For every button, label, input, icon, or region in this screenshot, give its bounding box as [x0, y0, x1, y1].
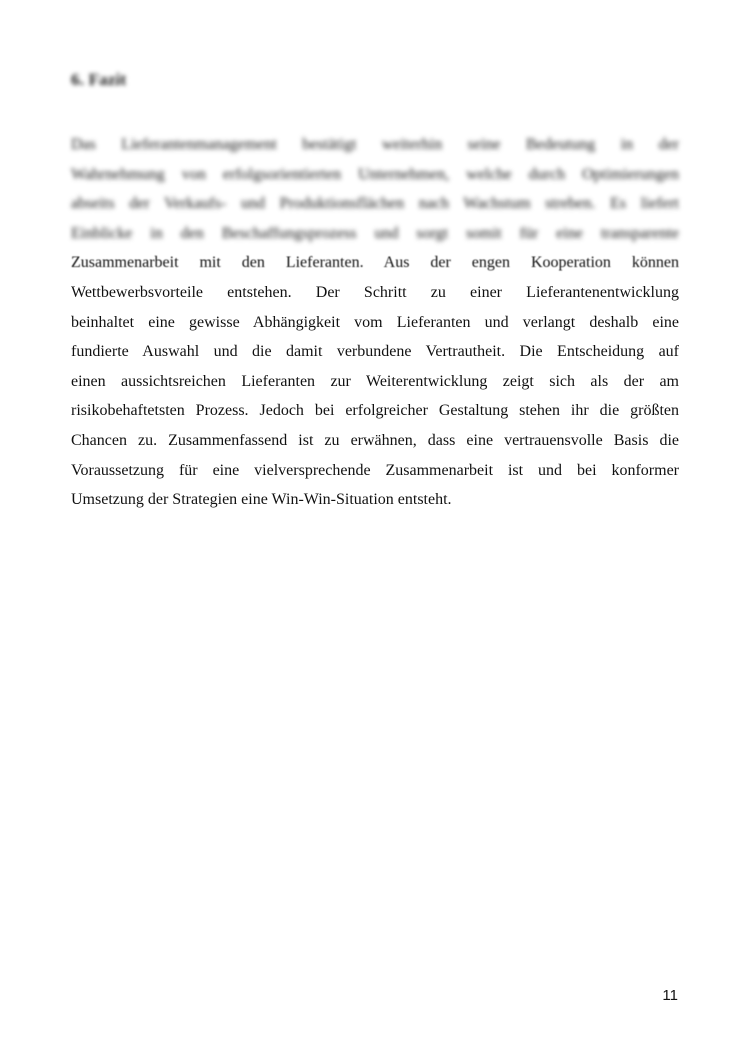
section-heading: 6. Fazit	[71, 70, 127, 89]
paragraph-line-12: Voraussetzung für eine vielversprechende Zusammenarbeit ist und bei konformer	[71, 461, 679, 479]
paragraph-line-1: Das Lieferantenmanagement bestätigt weiterhin seine Bedeutung in der	[71, 136, 679, 153]
paragraph-line-4: Einblicke in den Beschaffungsprozess und sorgt somit für eine transparente	[71, 224, 679, 242]
paragraph-line-2: Wahrnehmung von erfolgsorientierten Unternehmen, welche durch Optimierungen	[71, 165, 679, 183]
paragraph-line-11: Chancen zu. Zusammenfassend ist zu erwähnen, dass eine vertrauensvolle Basis die	[71, 431, 679, 449]
paragraph-line-7: beinhaltet eine gewisse Abhängigkeit vom Lieferanten und verlangt deshalb eine	[71, 313, 679, 331]
paragraph-line-5: Zusammenarbeit mit den Lieferanten. Aus der engen Kooperation können	[71, 254, 679, 272]
paragraph-line-8: fundierte Auswahl und die damit verbundene Vertrautheit. Die Entscheidung auf	[71, 343, 679, 361]
paragraph-line-6: Wettbewerbsvorteile entstehen. Der Schritt zu einer Lieferantenentwicklung	[71, 283, 679, 301]
paragraph-line-13: Umsetzung der Strategien eine Win-Win-Situation entsteht.	[71, 491, 452, 509]
conclusion-paragraph	[71, 130, 679, 515]
page-number: 11	[662, 987, 678, 1004]
paragraph-line-3: abseits der Verkaufs- und Produktionsflächen nach Wachstum streben. Es liefert	[71, 195, 679, 213]
paragraph-line-10: risikobehaftetsten Prozess. Jedoch bei erfolgreicher Gestaltung stehen ihr die größten	[71, 402, 679, 420]
paragraph-line-9: einen aussichtsreichen Lieferanten zur Weiterentwicklung zeigt sich als der am	[71, 372, 679, 390]
